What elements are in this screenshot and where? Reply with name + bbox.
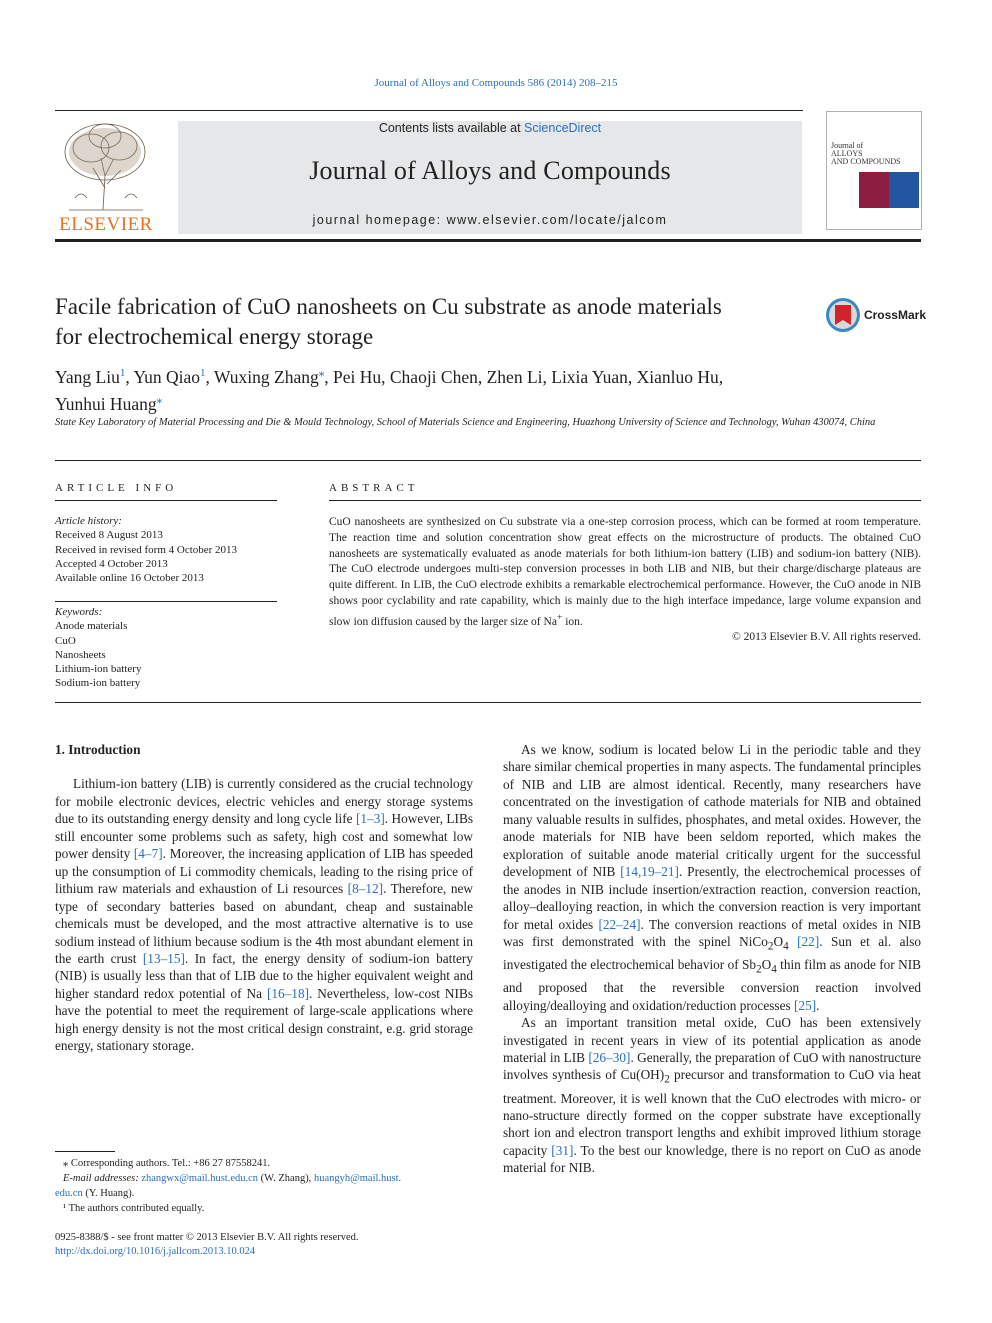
- author-mark[interactable]: 1: [119, 367, 126, 379]
- contents-available-line: [178, 121, 802, 135]
- author-name[interactable]: Xianluo Hu: [636, 366, 719, 387]
- paragraph-text: . Generally, the preparation of CuO with nanostructure involves synthesis of Cu(OH): [503, 1050, 922, 1083]
- reference-link[interactable]: [8–12]: [347, 881, 384, 897]
- article-info-rule: [55, 500, 277, 501]
- paragraph-text: . Sun et al. also investigated the electrochemical behavior of Sb: [503, 933, 922, 973]
- title-line: Facile fabrication of CuO nanosheets on Cu substrate as anode materials: [55, 294, 722, 319]
- title-line: for electrochemical energy storage: [55, 324, 374, 349]
- email-owner: (Y. Huang).: [82, 1188, 135, 1199]
- abstract-rule: [329, 500, 921, 501]
- author-name[interactable]: Yunhui Huang: [55, 393, 157, 414]
- keyword-item: Lithium-ion battery: [55, 663, 142, 676]
- author-name[interactable]: Yang Liu: [55, 366, 120, 387]
- keyword-item: Anode materials: [55, 620, 128, 633]
- reference-link[interactable]: [13–15]: [142, 950, 185, 966]
- cover-title-line: AND COMPOUNDS: [831, 157, 901, 166]
- cover-title-line: ALLOYS: [831, 149, 863, 158]
- doi-link[interactable]: http://dx.doi.org/10.1016/j.jallcom.2013.10.024: [55, 1246, 256, 1257]
- article-history: [55, 514, 277, 585]
- abstract-text: [329, 515, 921, 646]
- author-name[interactable]: Wuxing Zhang: [213, 366, 319, 387]
- reference-link[interactable]: [31]: [551, 1142, 574, 1158]
- subscript: 2: [756, 963, 762, 976]
- email-link[interactable]: edu.cn: [55, 1188, 83, 1199]
- author-name[interactable]: Pei Hu: [333, 366, 382, 387]
- footnote-rule: [55, 1151, 115, 1152]
- abstract-superscript: +: [556, 611, 563, 623]
- intro-paragraph-1: [55, 775, 473, 1054]
- email-owner: (W. Zhang),: [258, 1173, 314, 1184]
- keyword-item: Sodium-ion battery: [55, 677, 141, 690]
- crossmark-label: CrossMark: [863, 308, 926, 322]
- email-label: E-mail addresses:: [63, 1173, 142, 1184]
- author-mark[interactable]: 1: [200, 367, 206, 379]
- reference-link[interactable]: [16–18]: [266, 985, 310, 1001]
- paragraph-text: . Nevertheless, low-cost NIBs have the potential to meet the requirement of large-scale applications where high energy density is not the most critical design constraint, e.g. grid storage energy, stationary storage.: [55, 985, 473, 1054]
- author-name[interactable]: Zhen Li: [486, 366, 543, 387]
- subscript: 2: [664, 1074, 670, 1087]
- reference-link[interactable]: [14,19–21]: [620, 864, 679, 880]
- email-note: [55, 1171, 473, 1186]
- history-item: Accepted 4 October 2013: [55, 557, 168, 570]
- keyword-item: Nanosheets: [55, 648, 106, 661]
- cover-red-block: [859, 172, 889, 208]
- paragraph-text: O: [761, 957, 772, 973]
- article-info-heading: ARTICLE INFO: [55, 482, 178, 494]
- cover-blue-block: [889, 172, 919, 208]
- elsevier-tree-icon: [55, 118, 157, 214]
- header-top-rule: [55, 110, 803, 111]
- keyword-item: CuO: [55, 634, 76, 647]
- keywords: [55, 605, 277, 691]
- journal-cover-thumbnail[interactable]: [826, 111, 922, 230]
- keywords-label: Keywords:: [55, 606, 103, 618]
- elsevier-logo: [55, 118, 157, 236]
- section-rule: [55, 702, 921, 703]
- paragraph-text: . To the best our knowledge, there is no report on CuO as anode material for NIB.: [503, 1142, 921, 1176]
- subscript: 2: [767, 940, 774, 953]
- abstract-copyright: © 2013 Elsevier B.V. All rights reserved.: [732, 631, 921, 644]
- reference-link[interactable]: [25]: [794, 997, 817, 1013]
- email-note-cont: [55, 1186, 473, 1201]
- sciencedirect-link[interactable]: ScienceDirect: [524, 121, 602, 135]
- crossmark-icon: [826, 298, 860, 332]
- section-rule: [55, 460, 921, 461]
- affiliation: State Key Laboratory of Material Processing and Die & Mould Technology, School of Materials Science and Engineering, Huazhong University of Science and Technology, Wuhan 430074, China: [55, 417, 876, 428]
- section-heading: 1. Introduction: [55, 742, 141, 757]
- cover-title: [831, 142, 901, 166]
- journal-name: Journal of Alloys and Compounds: [309, 156, 671, 185]
- paragraph-text: . However, LIBs still encounter some problems such as safety, high cost and somewhat low power density: [55, 811, 473, 862]
- reference-link[interactable]: [1–3]: [355, 811, 385, 827]
- paragraph-text: O: [773, 933, 784, 949]
- corresponding-author-note: ⁎ Corresponding authors. Tel.: +86 27 87558241.: [63, 1158, 271, 1169]
- paragraph-text: . The conversion reactions of metal oxides in NIB was first demonstrated with the spinel NiCo: [503, 916, 921, 949]
- author-name[interactable]: Lixia Yuan: [551, 366, 628, 387]
- history-item: Received in revised form 4 October 2013: [55, 543, 238, 556]
- paragraph-text: As an important transition metal oxide, CuO has been extensively investigated in recent years in view of its potential application as anode material in LIB: [503, 1015, 921, 1066]
- history-label: Article history:: [55, 515, 122, 527]
- author-name[interactable]: Yun Qiao: [133, 366, 201, 387]
- header-bottom-rule: [55, 239, 921, 242]
- body-column-left: [55, 741, 473, 1055]
- equal-contribution-note: ¹ The authors contributed equally.: [63, 1203, 205, 1214]
- paragraph-text: thin film as anode for NIB and proposed that the reversible conversion reaction involved alloying/dealloying and oxidation/reduction processes: [503, 957, 921, 1013]
- history-item: Available online 16 October 2013: [55, 572, 204, 585]
- paragraph-text: . Moreover, the increasing application of LIB has speeded up the consumption of Li commodity chemicals, leading to the rising price of lithium raw materials and exhaustion of Li resources: [55, 846, 473, 897]
- abstract-body-end: ion.: [562, 615, 583, 628]
- contents-prefix: Contents lists available at: [378, 121, 525, 135]
- abstract-body: CuO nanosheets are synthesized on Cu substrate via a one-step corrosion process, which can be formed at room temperature. The reaction time and solution concentration show great effects on the microstructure of products. The obtained CuO nanosheets are systematically evaluated as anode materials for both lithium-ion battery (LIB) and sodium-ion battery (NIB). The CuO electrode undergoes multi-step conversion processes in both LIB and NIB, but their charge/discharge plateaus are quite different. In LIB, the CuO electrode exhibits a remarkable electrochemical performance. However, the CuO anode in NIB shows poor cyclability and rate capability, which is mainly due to the high interface impedance, large volume expansion and slow ion diffusion caused by the larger size of Na: [329, 516, 921, 628]
- reference-link[interactable]: [22–24]: [598, 916, 641, 932]
- body-column-right: [503, 741, 921, 1177]
- paragraph-text: Lithium-ion battery (LIB) is currently considered as the crucial technology for mobile electronic devices, electric vehicles and energy storage systems due to its outstanding energy density and long cycle life: [55, 776, 473, 827]
- journal-homepage[interactable]: journal homepage: www.elsevier.com/locate/jalcom: [312, 213, 668, 227]
- author-mark[interactable]: ⁎: [318, 367, 325, 379]
- crossmark-badge[interactable]: [826, 297, 926, 333]
- journal-citation[interactable]: Journal of Alloys and Compounds 586 (2014) 208–215: [374, 77, 618, 89]
- abstract-heading: ABSTRACT: [329, 482, 419, 494]
- email-link[interactable]: zhangwx@mail.hust.edu.cn: [141, 1173, 259, 1184]
- reference-link[interactable]: [4–7]: [133, 846, 163, 862]
- email-link[interactable]: huangyh@mail.hust.: [313, 1173, 402, 1184]
- cover-title-line: Journal of: [831, 141, 864, 150]
- reference-link[interactable]: [22]: [797, 933, 820, 949]
- subscript: 4: [771, 963, 777, 976]
- paragraph-text: precursor and transformation to CuO via heat treatment. Moreover, it is well known that the CuO electrodes with micro- or nano-structure directly formed on the copper substrate have exceptionally short ion and electron transport lengths and exhibit improved lithium storage capacity: [503, 1067, 921, 1158]
- subscript: 4: [783, 940, 789, 953]
- keywords-rule: [55, 601, 277, 602]
- intro-paragraph-2: [503, 741, 921, 1014]
- paragraph-text: . Presently, the electrochemical processes of the anodes in NIB include insertion/extraction reaction, conversion reaction, alloy–dealloying reaction, in which the conversion reaction is very important for metal oxides: [503, 864, 921, 932]
- paragraph-text: As we know, sodium is located below Li in the periodic table and they share similar chemical properties in many aspects. The fundamental principles of NIB and LIB are almost identical. Recently, many researchers have concentrated on the investigation of cathode materials for NIB and obtained many valuable results in sulfides, phosphates, and metal oxides. However, the anode materials for NIB have been seldom reported, which makes the exploration of suitable anode material critically urgent for the successful development of NIB: [503, 742, 921, 880]
- article-title: [55, 292, 815, 352]
- reference-link[interactable]: [26–30]: [588, 1050, 631, 1066]
- author-mark[interactable]: ⁎: [156, 393, 163, 406]
- footnotes: [55, 1156, 473, 1216]
- paragraph-text: [789, 934, 797, 949]
- paragraph-text: .: [816, 997, 820, 1013]
- intro-paragraph-3: [503, 1014, 921, 1177]
- paragraph-text: . In fact, the energy density of sodium-ion battery (NIB) is usually less than that of LIB due to the higher equivalent weight and higher standard redox potential of Na: [55, 950, 474, 1001]
- history-item: Received 8 August 2013: [55, 529, 163, 542]
- issn-line: 0925-8388/$ - see front matter © 2013 Elsevier B.V. All rights reserved.: [55, 1232, 359, 1243]
- elsevier-wordmark: ELSEVIER: [59, 214, 153, 235]
- paragraph-text: . Therefore, new type of secondary batteries based on abundant, cheap and sustainable chemicals must be developed, and the most attractive alternative is to use sodium instead of lithium because sodium is the 4th most abundant element in the earth crust: [55, 881, 473, 966]
- author-list: Yang Liu$^1$, Yun Qiao$^1$, Wuxing Zhang⁎, Pei Hu, Chaoji Chen, Zhen Li, Lixia Yuan, Xianluo Hu, Yunhui Huang⁎: [55, 366, 724, 414]
- author-name[interactable]: Chaoji Chen: [389, 366, 478, 387]
- front-matter: [55, 1231, 555, 1259]
